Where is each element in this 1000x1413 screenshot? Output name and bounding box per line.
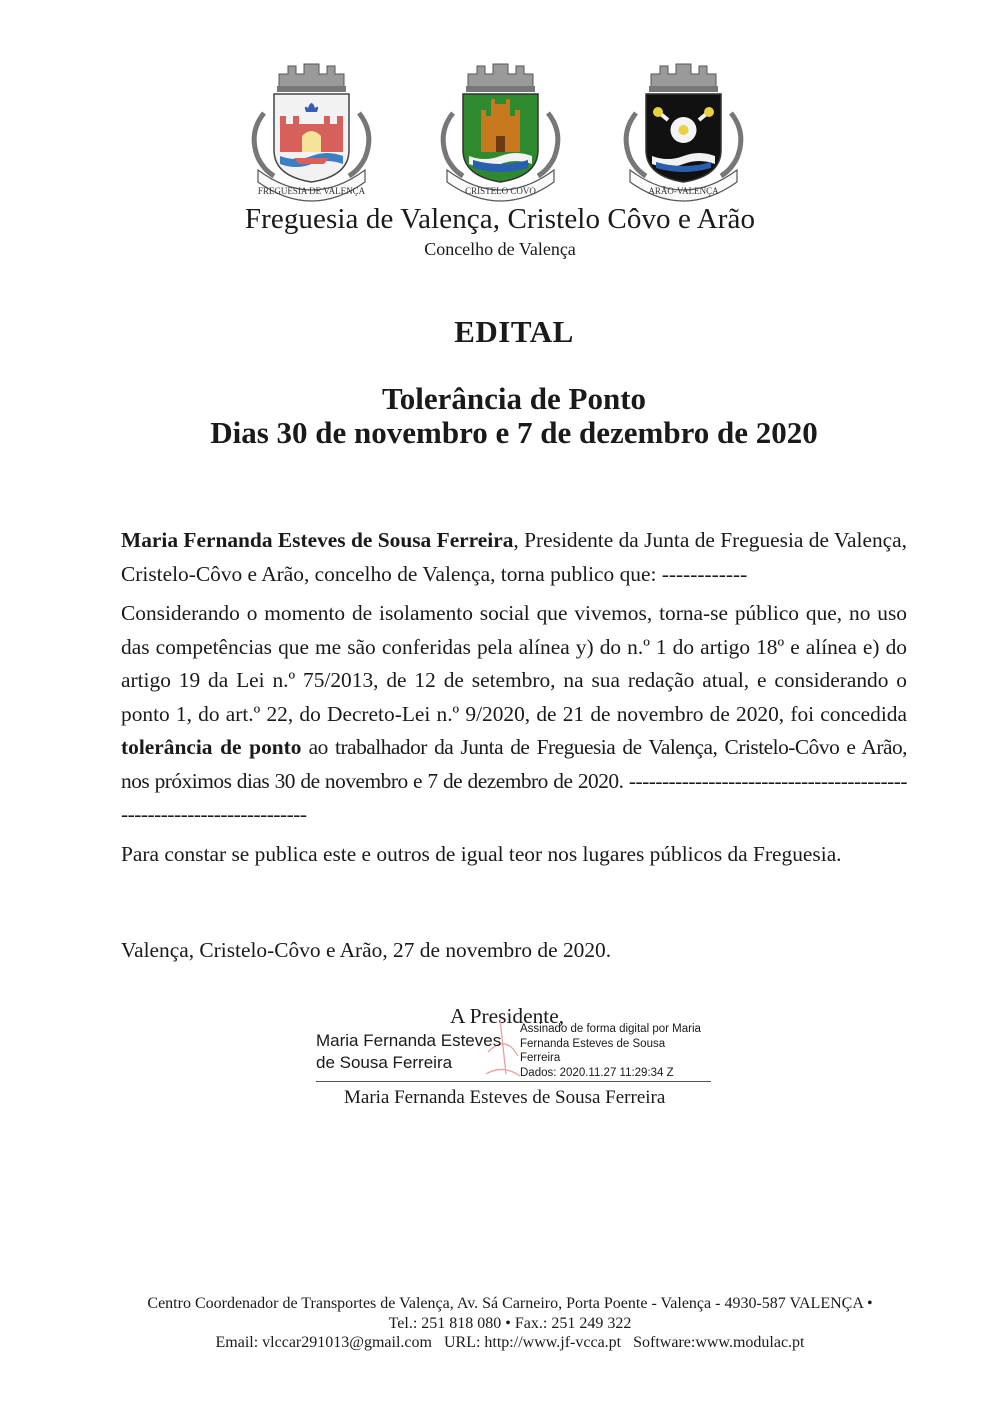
president-name: Maria Fernanda Esteves de Sousa Ferreira — [121, 528, 514, 552]
digital-date: Dados: 2020.11.27 11:29:34 Z — [520, 1066, 674, 1079]
paragraph-intro — [121, 524, 907, 591]
decision-bold: tolerância de ponto — [121, 735, 302, 759]
crests-row — [0, 58, 1000, 208]
decision-text-b: ao trabalhador da Junta de Freguesia de Valença, Cristelo-Côvo e Arão, nos próximos dias 30 de novembro e 7 de dezembro de 2020. ---------------------------------------------------------------------- — [121, 735, 907, 826]
signer-line-2: de Sousa Ferreira — [316, 1053, 453, 1072]
paragraph-publication: Para constar se publica este e outros de igual teor nos lugares públicos da Freguesia. — [121, 841, 842, 866]
digital-signature-details — [520, 1022, 720, 1080]
footer-phones: Tel.: 251 818 080 • Fax.: 251 249 322 — [388, 1314, 632, 1332]
coat-of-arms-valenca-icon — [244, 58, 379, 206]
footer-address: Centro Coordenador de Transportes de Valença, Av. Sá Carneiro, Porta Poente - Valença - 4930-587 VALENÇA • — [147, 1295, 873, 1312]
decision-text-a: Considerando o momento de isolamento social que vivemos, torna-se público que, no uso das competências que me são conferidas pela alínea y) do n.º 1 do artigo 18º e alínea e) do artigo 19 da Lei n.º 75/2013, de 12 de setembro, na sua redação atual, e considerando o ponto 1, do art.º 22, do Decreto-Lei n.º 9/2020, de 21 de novembro de 2020, foi concedida — [121, 601, 907, 726]
intro-text: , Presidente da Junta de Freguesia de Valença, Cristelo-Côvo e Arão, concelho de Valença, torna publico que: ------------ — [121, 528, 907, 586]
signature-line — [316, 1081, 711, 1082]
subject-line-1: Tolerância de Ponto — [381, 381, 647, 416]
paragraph-decision — [121, 597, 907, 832]
coat-of-arms-cristelo-covo-icon — [433, 58, 568, 206]
footer-contacts: Email: vlccar291013@gmail.com URL: http://www.jf-vcca.pt Software:www.modulac.pt — [215, 1334, 805, 1351]
svg-text:FREGUESIA DE VALENÇA: FREGUESIA DE VALENÇA — [257, 186, 366, 196]
signature-printed-name: Maria Fernanda Esteves de Sousa Ferreira — [344, 1087, 666, 1108]
header-title: Freguesia de Valença, Cristelo Côvo e Arão — [244, 203, 756, 235]
digital-line-1: Assinado de forma digital por Maria — [520, 1023, 701, 1035]
digital-line-3: Ferreira — [520, 1052, 561, 1064]
digital-line-2: Fernanda Esteves de Sousa — [520, 1037, 666, 1050]
signature-role: A Presidente, — [450, 1004, 565, 1028]
svg-text:CRISTELO COVO: CRISTELO COVO — [465, 186, 536, 196]
signature-signer — [316, 1030, 516, 1074]
subject-line-2: Dias 30 de novembro e 7 de dezembro de 2020 — [210, 415, 818, 450]
document-body — [121, 524, 907, 877]
coat-of-arms-arao-icon — [616, 58, 751, 206]
place-date: Valença, Cristelo-Côvo e Arão, 27 de novembro de 2020. — [121, 938, 612, 962]
document-heading: EDITAL — [454, 314, 574, 349]
document-subject — [0, 382, 1000, 450]
svg-text:ARÃO-VALENÇA: ARÃO-VALENÇA — [648, 186, 719, 196]
header-subtitle: Concelho de Valença — [424, 239, 576, 259]
signer-line-1: Maria Fernanda Esteves — [316, 1031, 502, 1050]
footer — [0, 1294, 1000, 1353]
